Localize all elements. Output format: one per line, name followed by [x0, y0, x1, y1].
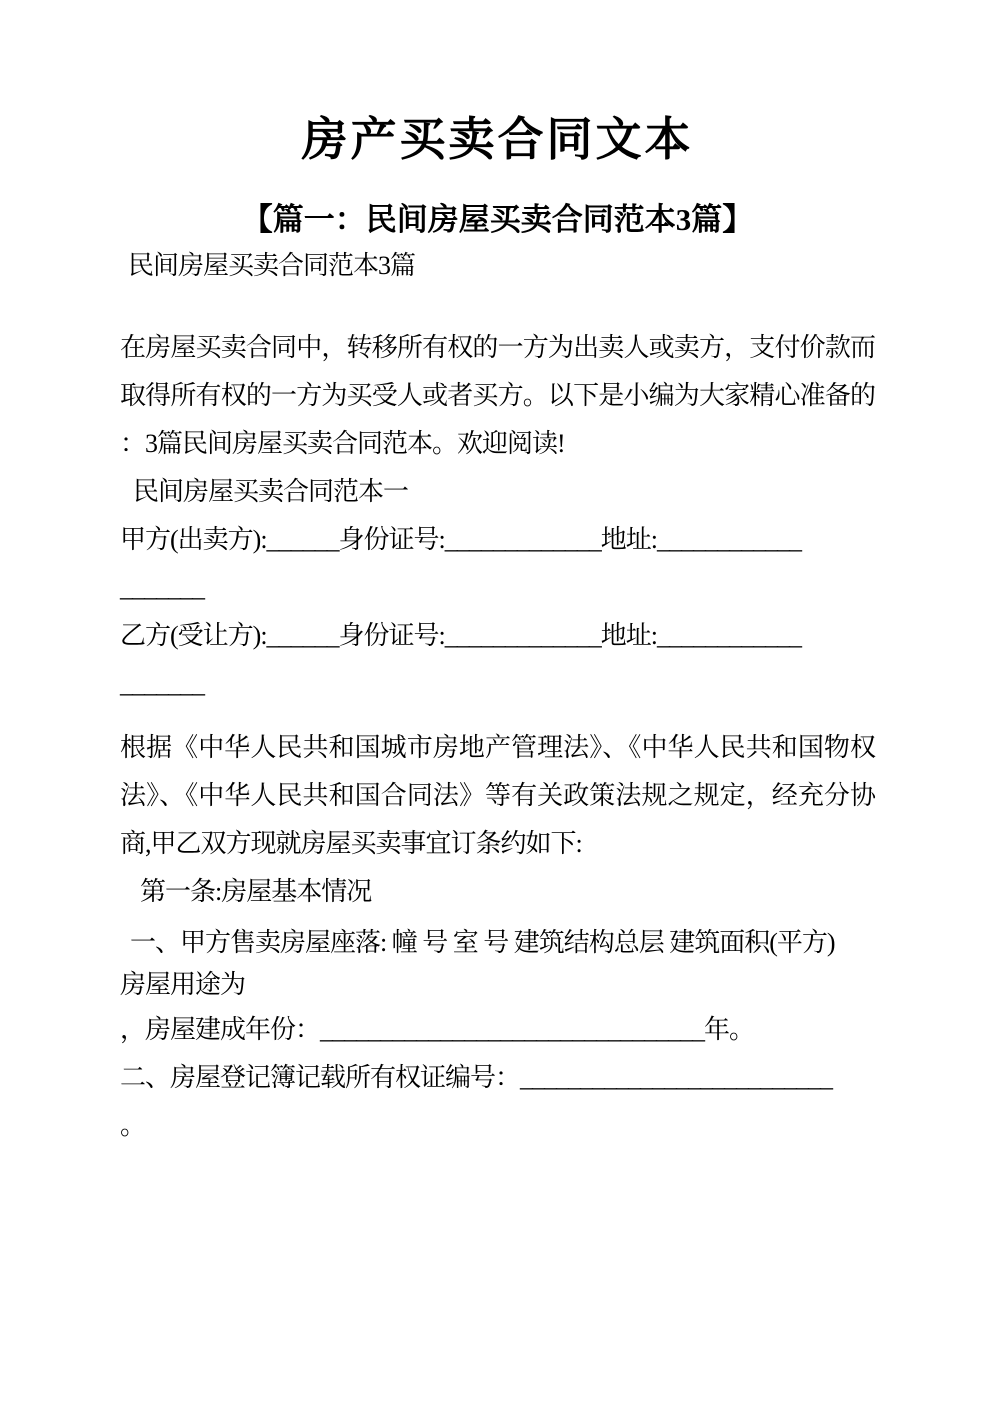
intro-paragraph-line-2: 取得所有权的一方为买受人或者买方。以下是小编为大家精心准备的	[120, 381, 875, 410]
party-b-blank-line: 乙方(受让方):______身份证号:_____________地址:____________	[120, 621, 801, 650]
item-one-line-2: 房屋用途为	[120, 970, 246, 999]
section-one-heading: 【篇一：民间房屋买卖合同范本3篇】	[241, 202, 754, 237]
legal-basis-line-1: 根据《中华人民共和国城市房地产管理法》、《中华人民共和国物权	[120, 733, 875, 762]
party-a-blank-wrap: _______	[120, 573, 204, 602]
party-b-blank-wrap: _______	[120, 669, 204, 698]
sample-one-heading: 民间房屋买卖合同范本一	[133, 477, 409, 506]
legal-basis-line-3: 商,甲乙双方现就房屋买卖事宜订条约如下:	[120, 829, 582, 858]
build-year-blank-line: ，房屋建成年份：________________________________年。	[120, 1015, 755, 1044]
document-title: 房产买卖合同文本	[301, 114, 694, 165]
intro-paragraph-line-1: 在房屋买卖合同中，转移所有权的一方为出卖人或卖方，支付价款而	[120, 333, 875, 362]
intro-paragraph	[120, 324, 875, 468]
item-one-line-1: 一、甲方售卖房屋座落: 幢 号 室 号 建筑结构总层 建筑面积(平方)	[130, 928, 835, 957]
party-a-blank-line: 甲方(出卖方):______身份证号:_____________地址:____________	[120, 525, 801, 554]
item-two-trailing-period: 。	[120, 1111, 146, 1140]
intro-paragraph-line-3: ：3篇民间房屋买卖合同范本。欢迎阅读!	[120, 429, 565, 458]
item-two-blank-line: 二、房屋登记簿记载所有权证编号：__________________________	[120, 1063, 833, 1092]
legal-basis-line-2: 法》、《中华人民共和国合同法》等有关政策法规之规定，经充分协	[120, 781, 875, 810]
item-one-paragraph	[120, 922, 875, 1006]
intro-heading: 民间房屋买卖合同范本3篇	[128, 251, 416, 280]
article-one-heading: 第一条:房屋基本情况	[140, 877, 372, 906]
legal-basis-paragraph	[120, 724, 875, 868]
